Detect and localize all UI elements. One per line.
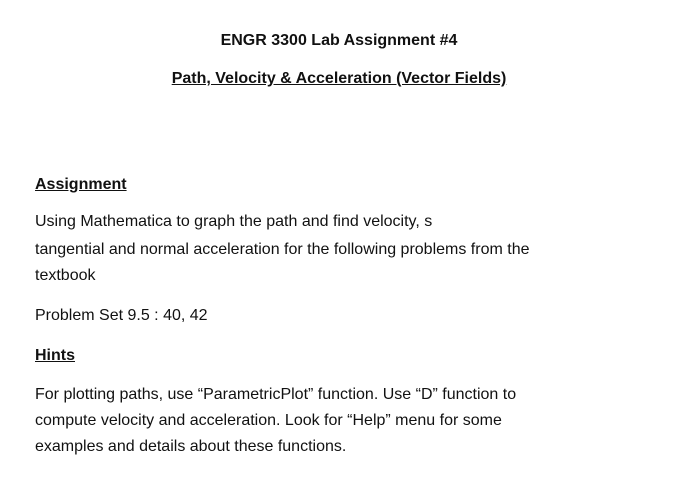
assignment-heading: Assignment: [35, 176, 127, 193]
hints-text-line: examples and details about these functions.: [35, 438, 347, 455]
document-subtitle: Path, Velocity & Acceleration (Vector Fields): [171, 70, 507, 87]
assignment-text-line: Using Mathematica to graph the path and find velocity, s: [35, 213, 433, 230]
problem-set-text: Problem Set 9.5 : 40, 42: [35, 307, 208, 324]
assignment-text-line: textbook: [35, 267, 96, 284]
hints-text-line: For plotting paths, use “ParametricPlot” function. Use “D” function to: [35, 386, 517, 403]
hints-heading: Hints: [35, 347, 75, 364]
hints-text-line: compute velocity and acceleration. Look for “Help” menu for some: [35, 412, 502, 429]
assignment-text-line: tangential and normal acceleration for the following problems from the: [35, 241, 530, 258]
document-title: ENGR 3300 Lab Assignment #4: [220, 32, 458, 49]
